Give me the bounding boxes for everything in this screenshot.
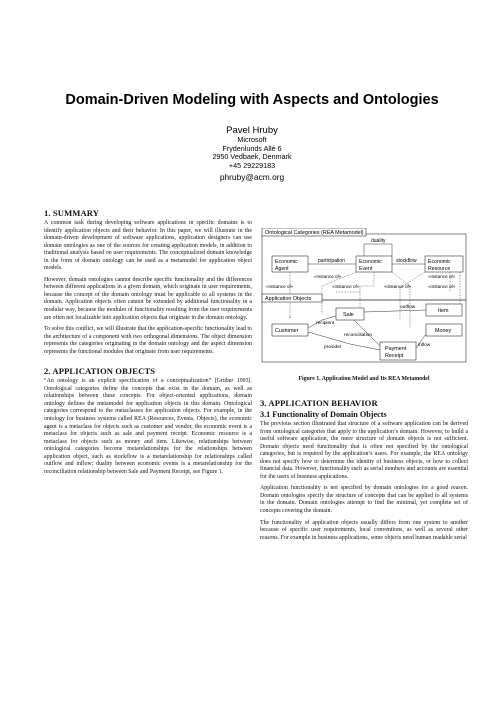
figure-1-diagram — [260, 228, 470, 364]
right-column — [260, 398, 468, 546]
author-email[interactable]: phruby@acm.org — [219, 172, 285, 183]
left-column — [44, 208, 252, 480]
section-heading-summary: 1. SUMMARY — [44, 208, 100, 218]
author-affiliation-line: Microsoft — [237, 135, 267, 144]
paper-title: Domain-Driven Modeling with Aspects and Ontologies — [65, 92, 439, 108]
provider-label: provider — [324, 345, 342, 350]
inflow-label: inflow — [418, 343, 431, 348]
paragraph: To solve this conflict, we will illustrate that the application-specific functionality lead to the architecture of a component with two orthogonal dimensions. The object dimension represents the categories originating in the domain ontology and the aspect dimension represents the functional modules that originate from user requirements. — [44, 326, 252, 355]
instance-of-label: «instance of» — [314, 274, 342, 279]
economic-resource-label-2: Resource — [428, 266, 451, 272]
instance-of-label: «instance of» — [332, 284, 360, 289]
money-label: Money — [435, 328, 452, 334]
item-label: Item — [438, 308, 449, 314]
outflow-line — [364, 310, 426, 312]
economic-agent-label-1: Economic — [275, 259, 298, 265]
customer-label: Customer — [275, 328, 299, 334]
figure-caption: Figure 1. Application Model and Its REA Metamodel — [298, 376, 430, 382]
paragraph: “An ontology is an explicit specification of a conceptualization” [Gruber 1993]. Ontological categories define the concepts that exist in the domain, as well as relationships between these concepts. For object-oriented applications, domain ontology defines the metamodel for application objects in this domain. Ontological categories correspond to the metaclasses for application objects. For example, in the ontology for business systems called REA (Resources, Events, Objects), the economic agent is a metaclass for objects such as customer and vendor, the economic event is a metaclass for objects such as sale and payment receipt. Economic resource is a metaclass for objects such as money and item. Likewise, relationships between ontological categories become metarelationships for the relationships between application object, such as stockflow is a metarelationship for relationships called outflow and inflow; duality between economic events is a metarelationship for the reconciliation relationship between Sale and Payment Receipt, see Figure 1. — [44, 378, 252, 475]
paragraph: The functionality of application objects usually differs from one system to another because of specific user requirements, local conventions, as well as several other reasons. For example in business applications, some objects need human readable serial — [260, 519, 468, 541]
section-heading-application-objects: 2. APPLICATION OBJECTS — [44, 366, 156, 377]
economic-agent-label-2: Agent — [275, 266, 289, 272]
paragraph: The previous section illustrated that structure of a software application can be derived from ontological categories that apply to the application’s domain. However, to build a useful software application, the mere structure of domain objects is not sufficient. Domain objects need functionality that is often not specified by the ontological categories, but is required by the application’s users. For example, the REA ontology does not specify how to determine the identity of business objects, or how to collect financial data. However, functionality such as serial numbers and accounts are essential for the users of business applications. — [260, 421, 468, 480]
paragraph: Application functionality is not specified by domain ontologies for a good reason. Domain ontologies specify the structure of concepts that can be applied to all systems in the domain. Domain ontologies attempt to find the minimal, yet complete set of concepts covering the domain. — [260, 485, 468, 515]
payment-receipt-label-2: Receipt — [385, 353, 404, 359]
author-affiliation-line: Frydenlunds Allé 6 — [222, 143, 282, 153]
ontology-package-label: Ontological Categories (REA Metamodel) — [265, 230, 364, 236]
instance-of-label: «instance of» — [428, 284, 456, 289]
economic-event-label-2: Event — [359, 266, 373, 272]
paragraph: However, domain ontologies cannot describe specific functionality and the differences between different applications in a given domain, which originate in user requirements, because the concept of the domain ontology must be applicable to all systems in the domain. Application objects often cannot be extended by additional functionality in a modular way, because the modules of functionality resulting from the user requirements are often not localizable into application objects that originate in the domain ontology. — [44, 276, 252, 321]
stockflow-label: stockflow — [396, 258, 417, 264]
sale-label: Sale — [343, 312, 354, 318]
payment-receipt-label-1: Payment — [385, 346, 407, 352]
subsection-heading: 3.1 Functionality of Domain Objects — [260, 410, 387, 419]
author-name: Pavel Hruby — [226, 125, 278, 136]
instance-of-label: «instance of» — [384, 284, 412, 289]
author-affiliation-line: +45 29229183 — [228, 160, 276, 170]
duality-label: duality — [371, 238, 386, 244]
outflow-label: outflow — [400, 305, 416, 310]
recipient-label: recipient — [316, 321, 335, 326]
duality-line — [364, 244, 392, 256]
participation-label: participation — [318, 258, 345, 264]
diagram-svg — [260, 228, 470, 364]
instance-of-label: «instance of» — [428, 274, 456, 279]
instance-of-label: «instance of» — [266, 284, 294, 289]
author-affiliation-line: 2950 Vedbaek, Denmark — [212, 152, 292, 162]
economic-event-label-1: Economic — [359, 259, 382, 265]
section-heading-application-behavior: 3. APPLICATION BEHAVIOR — [260, 398, 378, 408]
paragraph: A common task during developing software applications in specific domains is to identify application objects and their behavior. In this paper, we will illustrate in the domain-driven development of software applications, application designers can use domain ontologies as one of the sources for creating application models, in addition to traditional analysis based on user requirements. The conceptualized domain knowledge in the form of domain ontology can be used as a metamodel for application object models. — [44, 220, 252, 272]
reconciliation-label: reconciliation — [344, 333, 372, 338]
economic-resource-label-1: Economic — [428, 259, 451, 265]
author-block — [0, 125, 504, 183]
application-package-label: Application Objects — [265, 296, 312, 302]
